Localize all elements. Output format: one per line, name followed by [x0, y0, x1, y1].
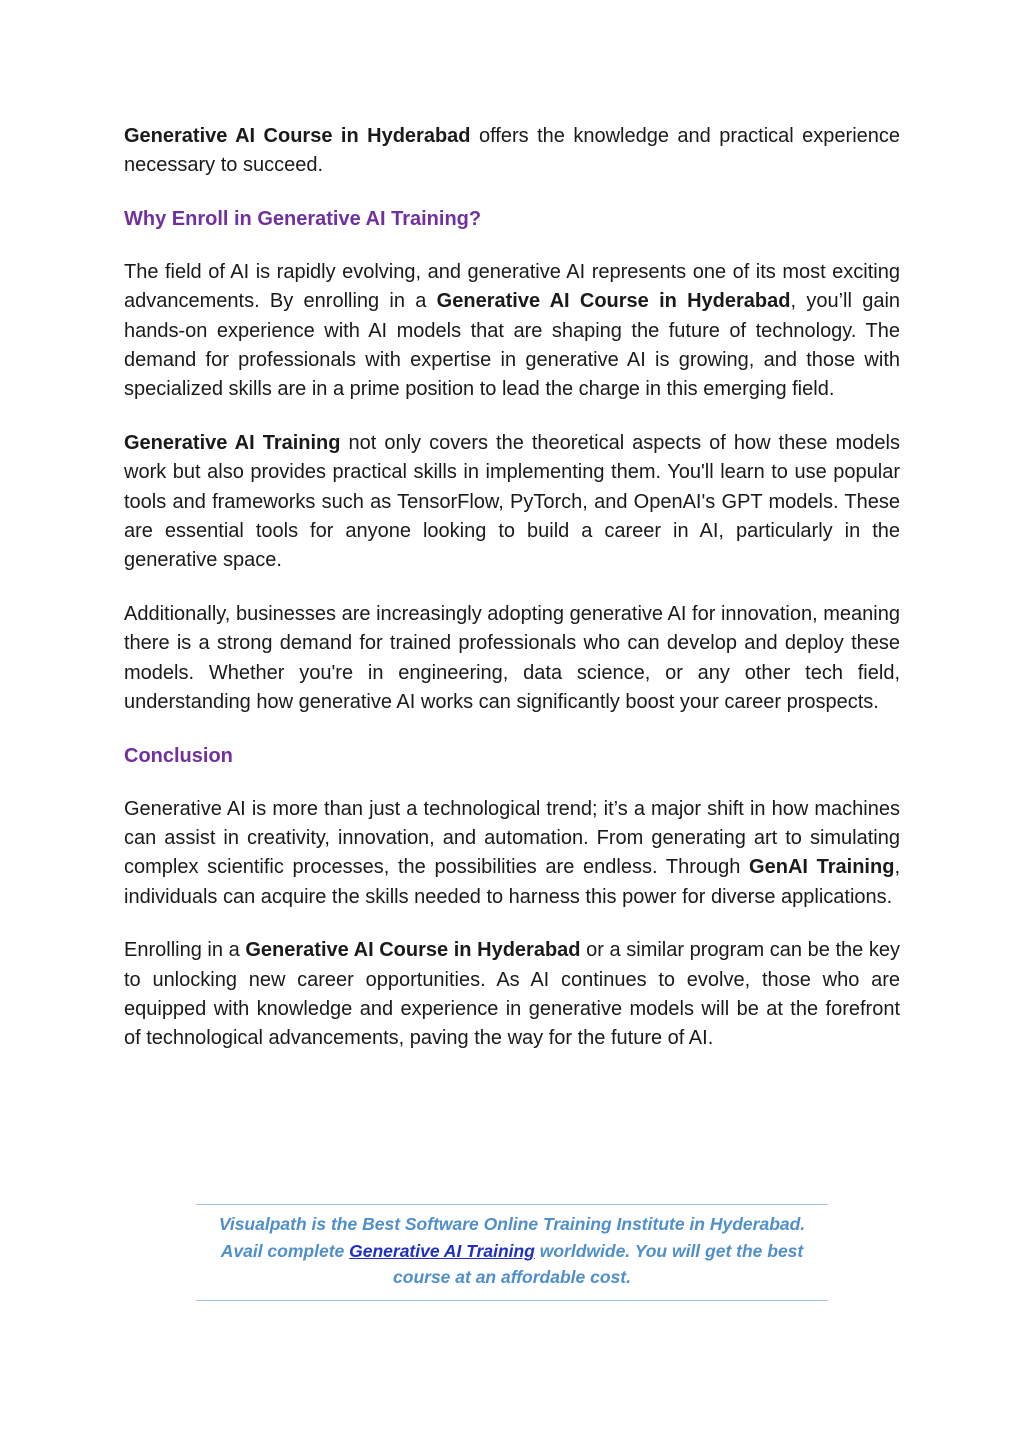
- intro-text: offers the knowledge and practical experience necessary to succeed.: [124, 125, 901, 177]
- paragraph-text: Enrolling in a: [124, 939, 246, 962]
- paragraph-text: not only covers the theoretical aspects of how these models work but also provides practical skills in implementing them. You'll learn to use popular tools and frameworks such as TensorFlow, PyTorch, and OpenAI's GPT models. These are essential tools for anyone looking to build a career in AI, particularly in the generative space.: [124, 431, 900, 572]
- bold-genai-training: GenAI Training: [749, 856, 895, 879]
- paragraph-field-of-ai: [124, 258, 900, 405]
- callout-line-1: Visualpath is the Best Software Online Training Institute in Hyderabad.: [218, 1214, 806, 1234]
- paragraph-businesses: Additionally, businesses are increasingly adopting generative AI for innovation, meaning there is a strong demand for trained professionals who can develop and deploy these models. Whether you're in engineering, data science, or any other tech field, understanding how generative AI works can significantly boost your career prospects.: [124, 602, 900, 714]
- paragraph-text: Generative AI is more than just a technological trend; it’s a major shift in how machines can assist in creativity, innovation, and automation. From generating art to simulating complex scientific processes, the possibilities are endless. Through: [124, 797, 900, 879]
- paragraph-text: or a similar program can be the key to unlocking new career opportunities. As AI continues to evolve, those who are equipped with knowledge and experience in generative models will be at the forefront of technological advancements, paving the way for the future of AI.: [124, 939, 900, 1050]
- callout-text: worldwide. You will get the best course at an affordable cost.: [393, 1240, 804, 1287]
- intro-bold-lead: Generative AI Course in Hyderabad: [124, 125, 471, 147]
- bold-course-name: Generative AI Course in Hyderabad: [245, 939, 581, 962]
- heading-why-enroll: Why Enroll in Generative AI Training?: [124, 207, 482, 230]
- bold-course-name: Generative AI Course in Hyderabad: [436, 290, 791, 313]
- paragraph-conclusion: [124, 795, 900, 913]
- heading-conclusion: Conclusion: [124, 744, 233, 767]
- document-body: [124, 122, 900, 1078]
- promo-callout: [196, 1204, 828, 1301]
- paragraph-text: , you’ll gain hands-on experience with AI models that are shaping the future of technology. The demand for professionals with expertise in generative AI is growing, and those with specialized skills are in a prime position to lead the charge in this emerging field.: [124, 290, 901, 401]
- paragraph-text: The field of AI is rapidly evolving, and generative AI represents one of its most exciting advancements. By enrolling in a: [124, 260, 900, 313]
- bold-training-name: Generative AI Training: [124, 431, 341, 454]
- callout-text: Avail complete: [220, 1240, 350, 1261]
- paragraph-text: , individuals can acquire the skills needed to harness this power for diverse applications.: [124, 856, 900, 908]
- paragraph-enrolling: [124, 936, 900, 1054]
- intro-paragraph: [124, 122, 900, 181]
- generative-ai-training-link[interactable]: Generative AI Training: [349, 1240, 535, 1261]
- callout-line-2: [196, 1238, 828, 1291]
- paragraph-training-covers: [124, 429, 900, 576]
